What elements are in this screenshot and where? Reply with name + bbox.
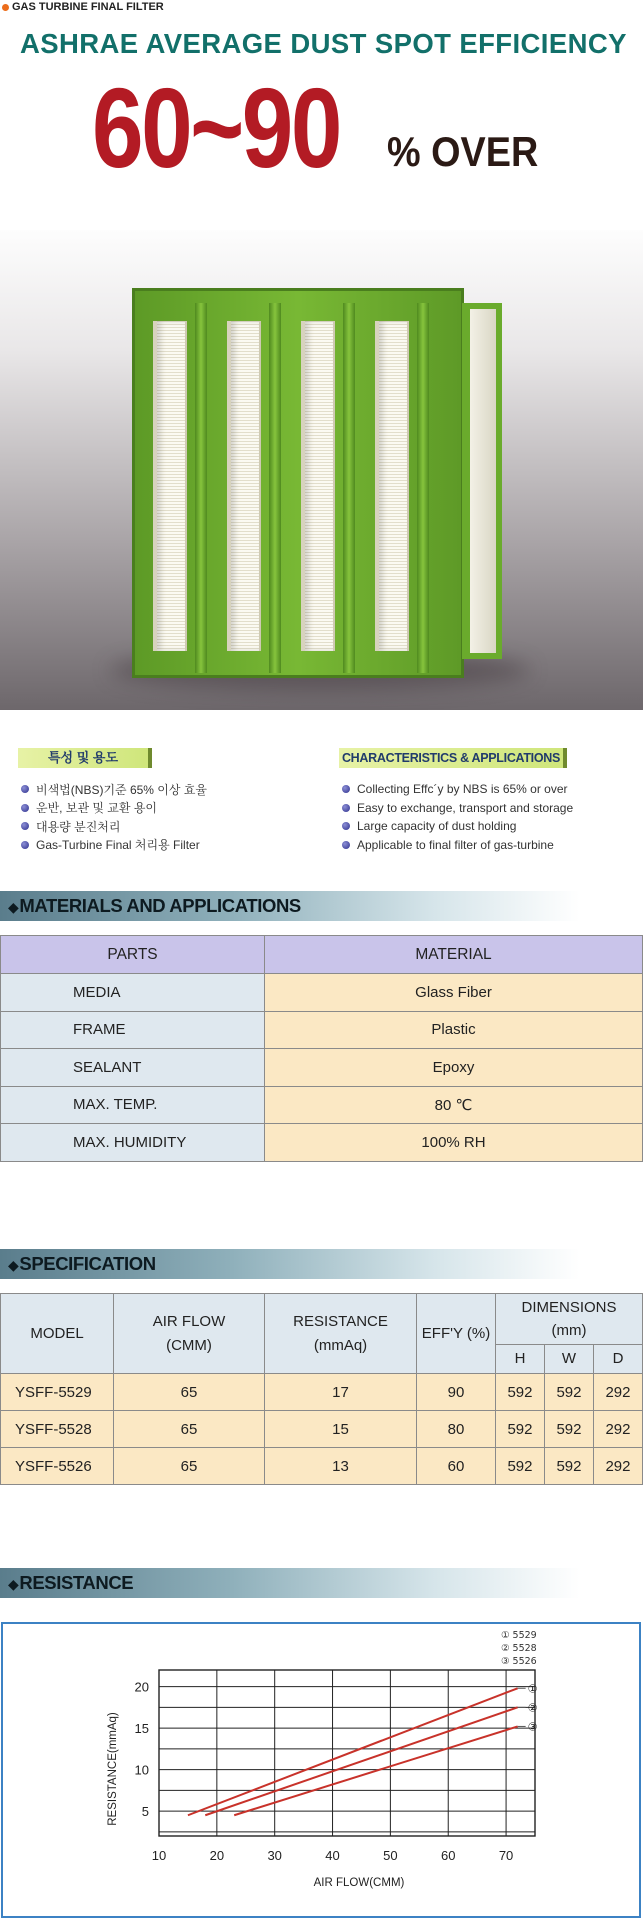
resistance-chart-svg [3, 1624, 639, 1916]
specification-section-header: ◆SPECIFICATION [0, 1249, 580, 1279]
resistance-cell: 17 [265, 1374, 417, 1411]
table-row [1, 1011, 643, 1049]
series-end-marker-2: ② [527, 1701, 538, 1715]
efficiency-cell: 80 [417, 1411, 496, 1448]
part-cell: MEDIA [1, 974, 265, 1012]
legend-entry-1: ① 5529 [501, 1630, 537, 1641]
x-tick-label: 50 [383, 1848, 398, 1863]
table-row [1, 1448, 643, 1485]
column-header-w: W [544, 1345, 593, 1374]
model-cell: YSFF-5526 [1, 1448, 114, 1485]
diamond-icon: ◆ [8, 1576, 19, 1592]
table-row [1, 1086, 643, 1124]
column-header-material: MATERIAL [265, 936, 643, 974]
air-flow-cell: 65 [114, 1411, 265, 1448]
dim-w-cell: 592 [544, 1374, 593, 1411]
legend-entry-2: ② 5528 [501, 1643, 537, 1654]
dim-d-cell: 292 [593, 1448, 642, 1485]
material-cell: 80 ℃ [265, 1086, 643, 1124]
resistance-chart [1, 1622, 641, 1918]
filter-pleat [153, 321, 187, 651]
x-tick-label: 70 [498, 1848, 514, 1863]
part-cell: SEALANT [1, 1049, 265, 1087]
list-item: Gas-Turbine Final 처리용 Filter [21, 836, 207, 855]
bullet-icon [21, 804, 29, 812]
y-tick-label: 5 [141, 1804, 149, 1820]
bullet-icon [342, 804, 350, 812]
y-tick-label: 10 [134, 1762, 149, 1778]
column-header-dimensions: DIMENSIONS (mm) [496, 1294, 643, 1345]
material-cell: Glass Fiber [265, 974, 643, 1012]
top-label-text: GAS TURBINE FINAL FILTER [12, 1, 164, 13]
percent-over-label: % OVER [387, 128, 539, 175]
filter-pleat [375, 321, 409, 651]
part-cell: MAX. HUMIDITY [1, 1124, 265, 1162]
list-item: 비색법(NBS)기준 65% 이상 효율 [21, 780, 207, 799]
resistance-section-header: ◆RESISTANCE [0, 1568, 580, 1598]
filter-pleat [227, 321, 261, 651]
y-tick-label: 15 [134, 1721, 149, 1737]
column-header-model: MODEL [1, 1294, 114, 1374]
x-tick-label: 60 [440, 1848, 456, 1863]
air-flow-cell: 65 [114, 1448, 265, 1485]
y-axis-label: RESISTANCE(mmAq) [107, 1712, 119, 1826]
kr-characteristics-title: 특성 및 용도 [18, 748, 152, 768]
orange-dot-icon [2, 4, 9, 11]
column-header-h: H [496, 1345, 545, 1374]
table-row [1, 1374, 643, 1411]
list-item: 대용량 분진처리 [21, 817, 207, 836]
column-header-parts: PARTS [1, 936, 265, 974]
filter-ridge [417, 303, 429, 673]
series-line-2 [205, 1707, 517, 1815]
x-tick-label: 40 [325, 1848, 340, 1863]
bullet-icon [21, 841, 29, 849]
efficiency-range: 60~90 [92, 65, 340, 191]
series-line-3 [234, 1726, 517, 1815]
page-headline: ASHRAE AVERAGE DUST SPOT EFFICIENCY [20, 28, 627, 59]
x-tick-label: 10 [151, 1848, 167, 1863]
legend-entry-3: ③ 5526 [501, 1656, 537, 1667]
column-header-air-flow: AIR FLOW (CMM) [114, 1294, 265, 1374]
dim-h-cell: 592 [496, 1448, 545, 1485]
efficiency-cell: 90 [417, 1374, 496, 1411]
part-cell: MAX. TEMP. [1, 1086, 265, 1124]
air-flow-cell: 65 [114, 1374, 265, 1411]
series-end-marker-1: ① [527, 1682, 538, 1696]
bullet-icon [342, 841, 350, 849]
material-cell: Epoxy [265, 1049, 643, 1087]
column-header-efficiency: EFF'Y (%) [417, 1294, 496, 1374]
table-header-row [1, 1294, 643, 1345]
table-row [1, 974, 643, 1012]
resistance-cell: 15 [265, 1411, 417, 1448]
model-cell: YSFF-5529 [1, 1374, 114, 1411]
table-row [1, 1124, 643, 1162]
en-characteristics-title: CHARACTERISTICS & APPLICATIONS [339, 748, 567, 768]
product-photo [0, 230, 643, 710]
material-cell: 100% RH [265, 1124, 643, 1162]
list-item: Collecting Effc´y by NBS is 65% or over [342, 780, 573, 799]
part-cell: FRAME [1, 1011, 265, 1049]
top-label [2, 1, 164, 13]
filter-side-panel [462, 303, 502, 659]
dim-w-cell: 592 [544, 1448, 593, 1485]
material-cell: Plastic [265, 1011, 643, 1049]
x-tick-label: 30 [267, 1848, 282, 1863]
filter-ridge [269, 303, 281, 673]
model-cell: YSFF-5528 [1, 1411, 114, 1448]
table-header-row [1, 936, 643, 974]
list-item: Applicable to final filter of gas-turbine [342, 836, 573, 855]
list-item: 운반, 보관 및 교환 용이 [21, 799, 207, 818]
dim-h-cell: 592 [496, 1411, 545, 1448]
dim-d-cell: 292 [593, 1411, 642, 1448]
y-tick-label: 20 [134, 1679, 149, 1695]
table-row [1, 1411, 643, 1448]
bullet-icon [342, 822, 350, 830]
resistance-cell: 13 [265, 1448, 417, 1485]
table-row [1, 1049, 643, 1087]
x-axis-label: AIR FLOW(CMM) [313, 1877, 405, 1889]
list-item: Easy to exchange, transport and storage [342, 799, 573, 818]
column-header-resistance: RESISTANCE (mmAq) [265, 1294, 417, 1374]
bullet-icon [21, 785, 29, 793]
efficiency-cell: 60 [417, 1448, 496, 1485]
diamond-icon: ◆ [8, 899, 19, 915]
column-header-d: D [593, 1345, 642, 1374]
en-characteristics-list [342, 780, 573, 854]
materials-table [0, 935, 643, 1162]
filter-ridge [195, 303, 207, 673]
dim-w-cell: 592 [544, 1411, 593, 1448]
bullet-icon [342, 785, 350, 793]
dim-h-cell: 592 [496, 1374, 545, 1411]
x-tick-label: 20 [209, 1848, 225, 1863]
filter-ridge [343, 303, 355, 673]
filter-frame [132, 288, 464, 678]
list-item: Large capacity of dust holding [342, 817, 573, 836]
diamond-icon: ◆ [8, 1257, 19, 1273]
materials-section-header: ◆MATERIALS AND APPLICATIONS [0, 891, 580, 921]
dim-d-cell: 292 [593, 1374, 642, 1411]
kr-characteristics-list [21, 780, 207, 854]
series-end-marker-3: ③ [527, 1720, 538, 1734]
filter-pleat [301, 321, 335, 651]
bullet-icon [21, 822, 29, 830]
specification-table [0, 1293, 643, 1485]
